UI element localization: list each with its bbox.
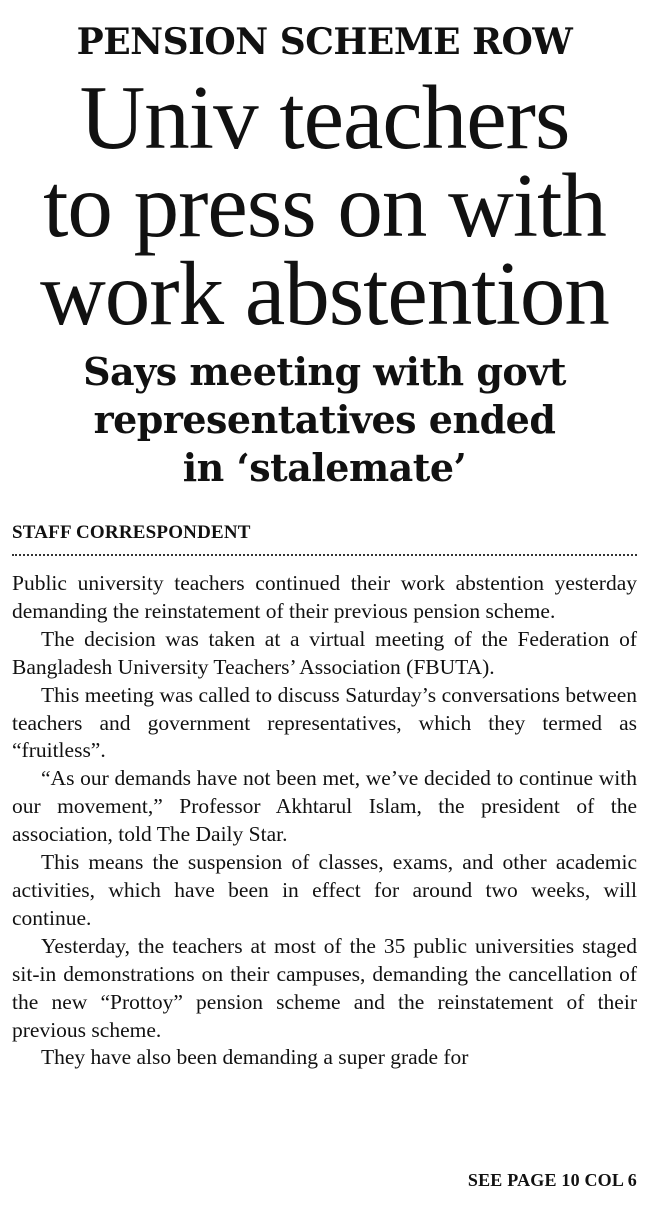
deck-line: representatives ended: [93, 397, 556, 442]
dotted-divider: [12, 554, 637, 556]
paragraph: “As our demands have not been met, we’ve decided to continue with our movement,” Professor Akhtarul Islam, the president of the association, told The Daily Star.: [12, 766, 637, 847]
headline-line: to press on with: [43, 155, 606, 256]
headline-line: work abstention: [40, 243, 609, 344]
deck-line: Says meeting with govt: [83, 349, 566, 394]
headline: [0, 67, 649, 344]
paragraph: This means the suspension of classes, exams, and other academic activities, which have been in effect for around two weeks, will continue.: [12, 850, 637, 930]
paragraph: Yesterday, the teachers at most of the 35 public universities staged sit-in demonstrations on their campuses, demanding the cancellation of the new “Prottoy” pension scheme and the reinstatement of their previous scheme.: [12, 933, 637, 1042]
continued-on-page: SEE PAGE 10 COL 6: [467, 1170, 637, 1190]
paragraph: This meeting was called to discuss Saturday’s conversations between teachers and government representatives, which they termed as “fruitless”.: [12, 682, 637, 763]
paragraph: The decision was taken at a virtual meeting of the Federation of Bangladesh University Teachers’ Association (FBUTA).: [12, 626, 637, 679]
byline: STAFF CORRESPONDENT: [12, 522, 251, 543]
deck-line: in ‘stalemate’: [182, 445, 467, 490]
paragraph: Public university teachers continued their work abstention yesterday demanding the reinstatement of their previous pension scheme.: [12, 571, 637, 623]
kicker: PENSION SCHEME ROW: [76, 21, 573, 63]
headline-line: Univ teachers: [79, 67, 570, 168]
paragraph: They have also been demanding a super grade for: [41, 1045, 469, 1070]
deck-subheadline: [0, 348, 649, 492]
article-body: [12, 570, 637, 1072]
